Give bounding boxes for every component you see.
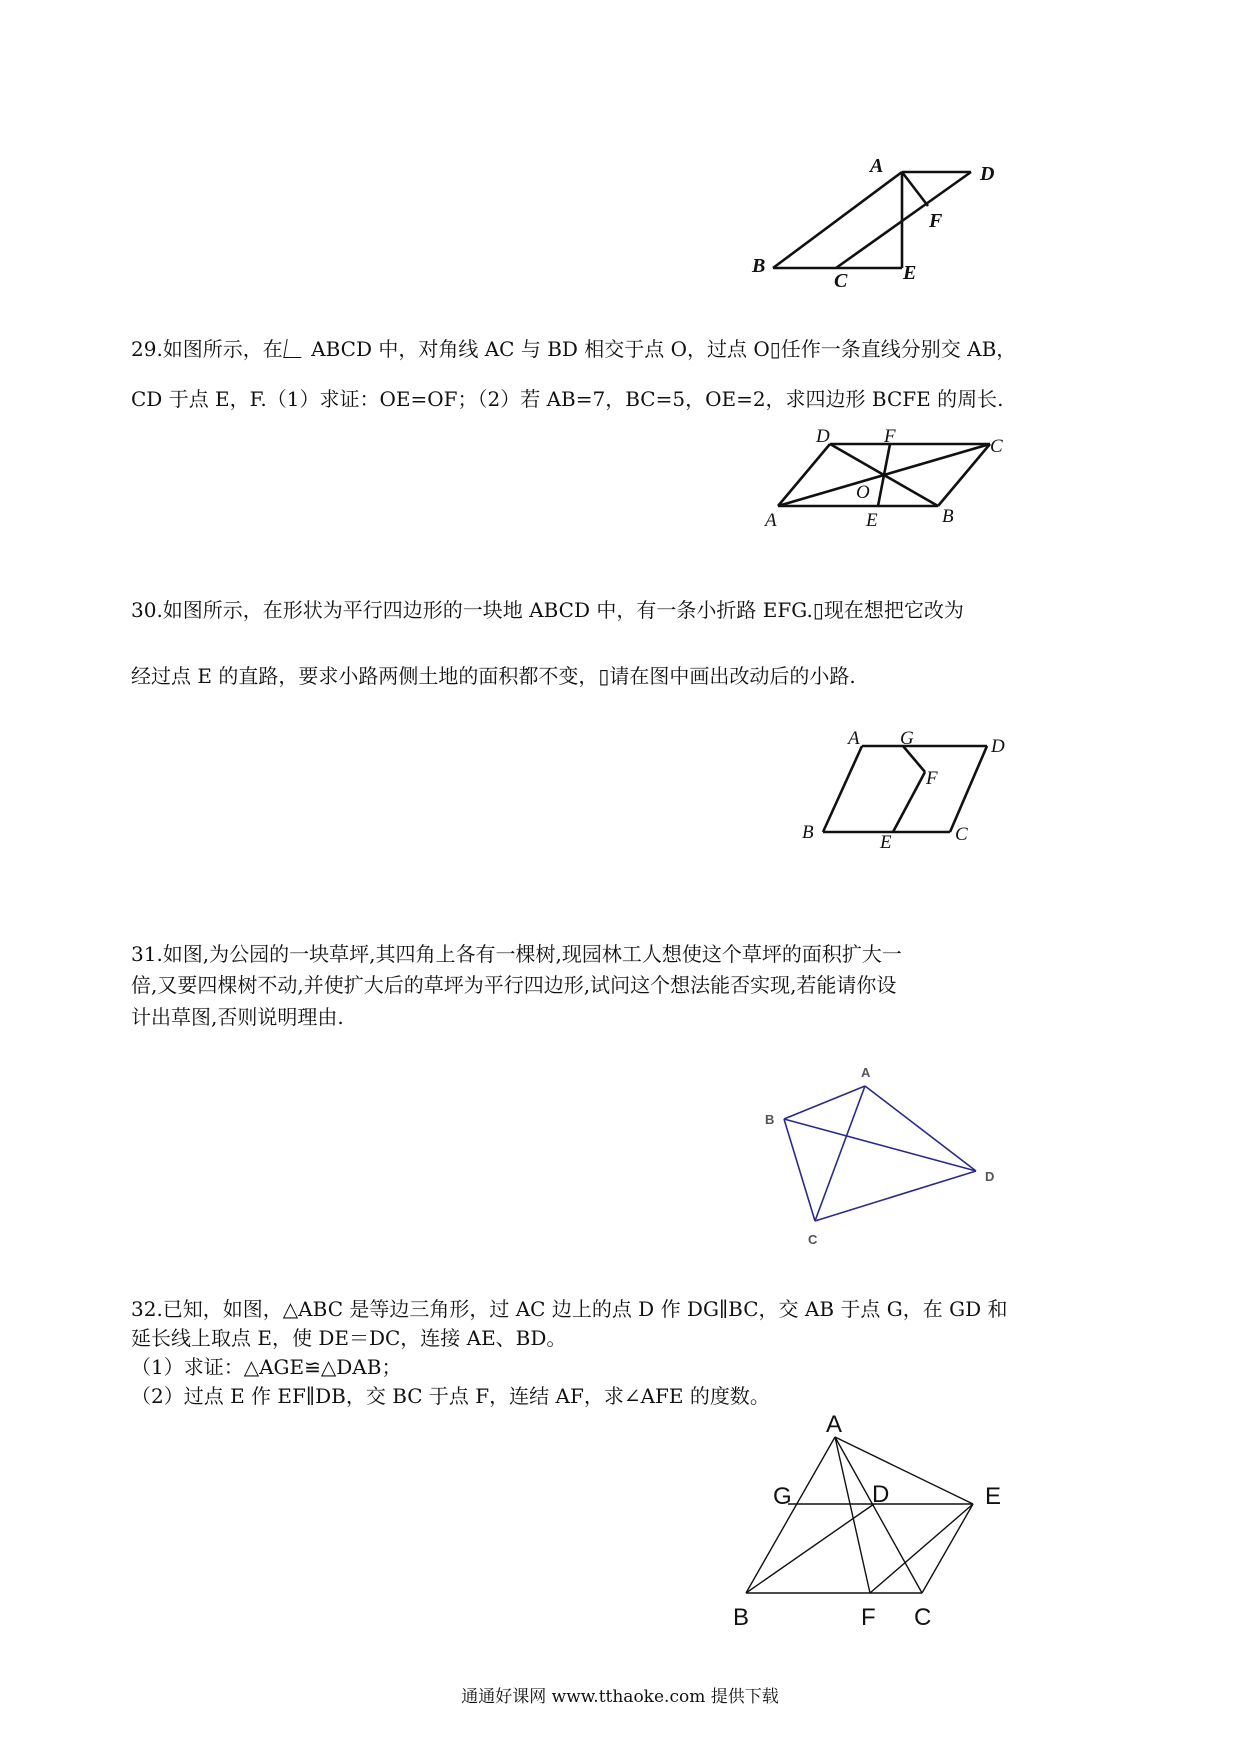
label-F: F [861, 1604, 876, 1630]
q29-line-1-start: 29.如图所示，在 [131, 337, 283, 361]
figure-32 [720, 1405, 1020, 1630]
q29-line-1 [131, 339, 1016, 359]
figure-30 [790, 725, 1020, 850]
label-B: B [733, 1604, 750, 1630]
label-C: C [834, 270, 848, 290]
q29-line-1-end: ABCD 中，对角线 AC 与 BD 相交于点 O，过点 O▯任作一条直线分别交 AB， [304, 337, 1017, 361]
label-E: E [903, 262, 917, 284]
label-C: C [955, 824, 968, 845]
q32-line-2: 延长线上取点 E，使 DE＝DC，连接 AE、BD。 [131, 1326, 567, 1350]
page-footer: 通通好课网 www.tthaoke.com 提供下载 [461, 1687, 779, 1707]
label-D: D [980, 163, 995, 185]
label-A: A [861, 1065, 871, 1080]
label-D: D [816, 426, 830, 447]
q31-line-2: 倍,又要四棵树不动,并使扩大后的草坪为平行四边形,试问这个想法能否实现,若能请你设 [131, 973, 897, 997]
label-C: C [914, 1604, 932, 1630]
label-B: B [752, 255, 766, 277]
q31-line-1: 31.如图,为公园的一块草坪,其四角上各有一棵树,现园林工人想使这个草坪的面积扩大一 [131, 942, 902, 966]
parallelogram-symbol-icon [283, 339, 304, 358]
label-F: F [884, 426, 896, 447]
label-O: O [856, 482, 870, 503]
q30-line-2: 经过点 E 的直路，要求小路两侧土地的面积都不变，▯请在图中画出改动后的小路. [131, 664, 856, 688]
label-B: B [765, 1112, 775, 1127]
label-C: C [808, 1232, 818, 1247]
label-D: D [872, 1481, 890, 1508]
q30-line-1: 30.如图所示，在形状为平行四边形的一块地 ABCD 中，有一条小折路 EFG.▯现在想把它改为 [131, 598, 964, 622]
q32-line-4: （2）过点 E 作 EF∥DB，交 BC 于点 F，连结 AF，求∠AFE 的度数。 [131, 1384, 770, 1408]
figure-28 [740, 150, 1020, 290]
label-E: E [985, 1483, 1002, 1510]
label-E: E [866, 510, 878, 531]
q32-line-1: 32.已知，如图，△ABC 是等边三角形，过 AC 边上的点 D 作 DG∥BC，交 AB 于点 G，在 GD 和 [131, 1297, 1008, 1321]
label-A: A [870, 155, 884, 177]
label-F: F [926, 768, 938, 789]
figure-29 [760, 425, 1020, 535]
q29-line-2: CD 于点 E，F.（1）求证：OE=OF；（2）若 AB=7，BC=5，OE=2，求四边形 BCFE 的周长. [131, 387, 1004, 411]
label-G: G [773, 1483, 792, 1510]
label-A: A [826, 1411, 843, 1438]
q31-line-3: 计出草图,否则说明理由. [131, 1005, 344, 1029]
label-A: A [848, 728, 860, 749]
label-D: D [991, 736, 1005, 757]
label-B: B [802, 822, 814, 843]
label-E: E [880, 832, 892, 850]
label-D: D [985, 1169, 995, 1184]
label-B: B [942, 506, 954, 527]
q32-line-3: （1）求证：△AGE≌△DAB； [131, 1355, 402, 1379]
label-A: A [765, 510, 777, 531]
label-F: F [929, 210, 943, 232]
label-G: G [900, 728, 914, 749]
label-C: C [990, 436, 1003, 457]
figure-31 [750, 1050, 1010, 1250]
